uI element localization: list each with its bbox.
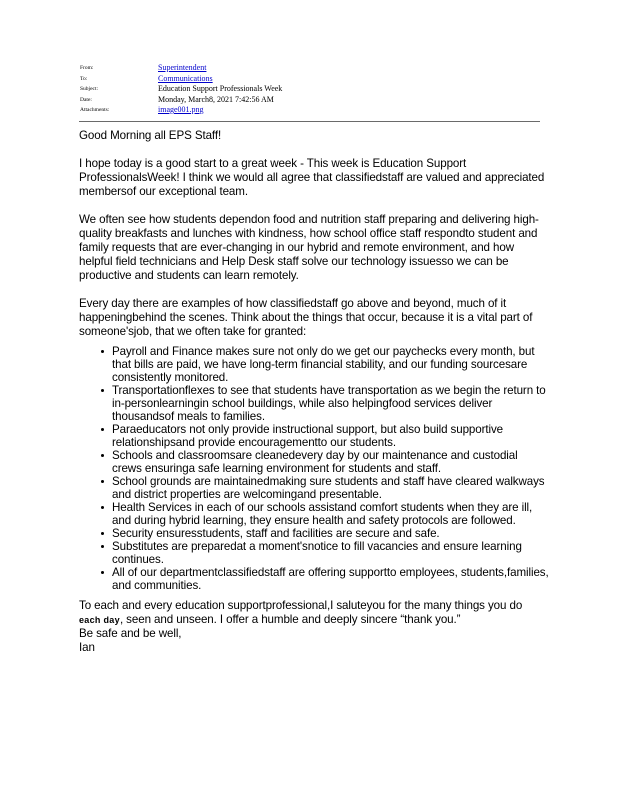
bullet-icon <box>101 571 104 574</box>
list-item: Substitutes are preparedat a moment'snotice to fill vacancies and ensure learning continues. <box>112 540 549 566</box>
email-header <box>80 63 540 116</box>
closing-each-day: each day <box>79 615 120 625</box>
subject-row <box>80 84 540 95</box>
subject-label: Subject: <box>80 86 99 92</box>
bullet-icon <box>101 389 104 392</box>
paragraph-closing <box>79 599 549 627</box>
bullet-icon <box>101 428 104 431</box>
closing-text-start: To each and every education supportprofessional,I saluteyou for the many things you do <box>79 599 523 612</box>
date-row <box>80 95 540 106</box>
email-body <box>79 129 549 655</box>
bullet-list <box>79 345 549 592</box>
attachments-row <box>80 105 540 116</box>
date-value: Monday, March8, 2021 7:42:56 AM <box>158 94 274 104</box>
list-item: Security ensuresstudents, staff and facilities are secure and safe. <box>112 527 549 540</box>
bullet-icon <box>101 454 104 457</box>
list-item: School grounds are maintainedmaking sure students and staff have cleared walkways and district properties are welcomingand presentable. <box>112 475 549 501</box>
list-item: Health Services in each of our schools assistand comfort students when they are ill, and during hybrid learning, they ensure health and safety protocols are followed. <box>112 501 549 527</box>
signature-name: Ian <box>79 641 95 654</box>
bullet-icon <box>101 480 104 483</box>
date-label: Date: <box>80 96 92 103</box>
greeting: Good Morning all EPS Staff! <box>79 129 222 142</box>
attachment-link[interactable]: image001.png <box>158 105 204 114</box>
paragraph-every-day: Every day there are examples of how classifiedstaff go above and beyond, much of it happeningbehind the scenes. Think about the things that occur, because it is a vital part of someone'sjob, that we often take for granted: <box>79 297 533 338</box>
closing-text-end: , seen and unseen. I offer a humble and deeply sincere “thank you.” <box>119 613 461 626</box>
bullet-icon <box>101 350 104 353</box>
paragraph-intro: I hope today is a good start to a great week - This week is Education Support ProfessionalsWeek! I think we would all agree that classifiedstaff are valued and appreciated membersof our exceptional team. <box>79 157 545 198</box>
list-item: Transportationflexes to see that students have transportation as we begin the return to in-personlearningin school buildings, while also helpingfood services deliver thousandsof meals to families. <box>112 384 549 423</box>
header-divider <box>79 121 540 122</box>
bullet-icon <box>101 545 104 548</box>
list-item: All of our departmentclassifiedstaff are offering supportto employees, students,families, and communities. <box>112 566 549 592</box>
subject-value: Education Support Professionals Week <box>158 84 283 93</box>
list-item: Schools and classroomsare cleanedevery day by our maintenance and custodial crews ensuringa safe learning environment for students and staff. <box>112 449 549 475</box>
to-link[interactable]: Communications <box>158 73 213 83</box>
signoff: Be safe and be well, <box>79 627 182 640</box>
bullet-icon <box>101 506 104 509</box>
to-row <box>80 74 540 85</box>
from-link[interactable]: Superintendent <box>158 63 207 72</box>
from-row <box>80 63 540 74</box>
bullet-icon <box>101 532 104 535</box>
list-item: Payroll and Finance makes sure not only do we get our paychecks every month, but that bills are paid, we have long-term financial stability, and our funding sourcesare consistently monitored. <box>112 345 549 384</box>
list-item: Paraeducators not only provide instructional support, but also build supportive relationshipsand provide encouragementto our students. <box>112 423 549 449</box>
from-label: From: <box>80 65 94 71</box>
attachments-label: Attachments: <box>80 107 110 113</box>
to-label: To: <box>80 75 88 82</box>
paragraph-examples: We often see how students dependon food and nutrition staff preparing and delivering high-quality breakfasts and lunches with kindness, how school office staff respondto student and family requests that are ever-changing in our hybrid and remote environment, and how helpful field technicians and Help Desk staff solve our technology issuesso we can be productive and students can learn remotely. <box>79 213 539 282</box>
